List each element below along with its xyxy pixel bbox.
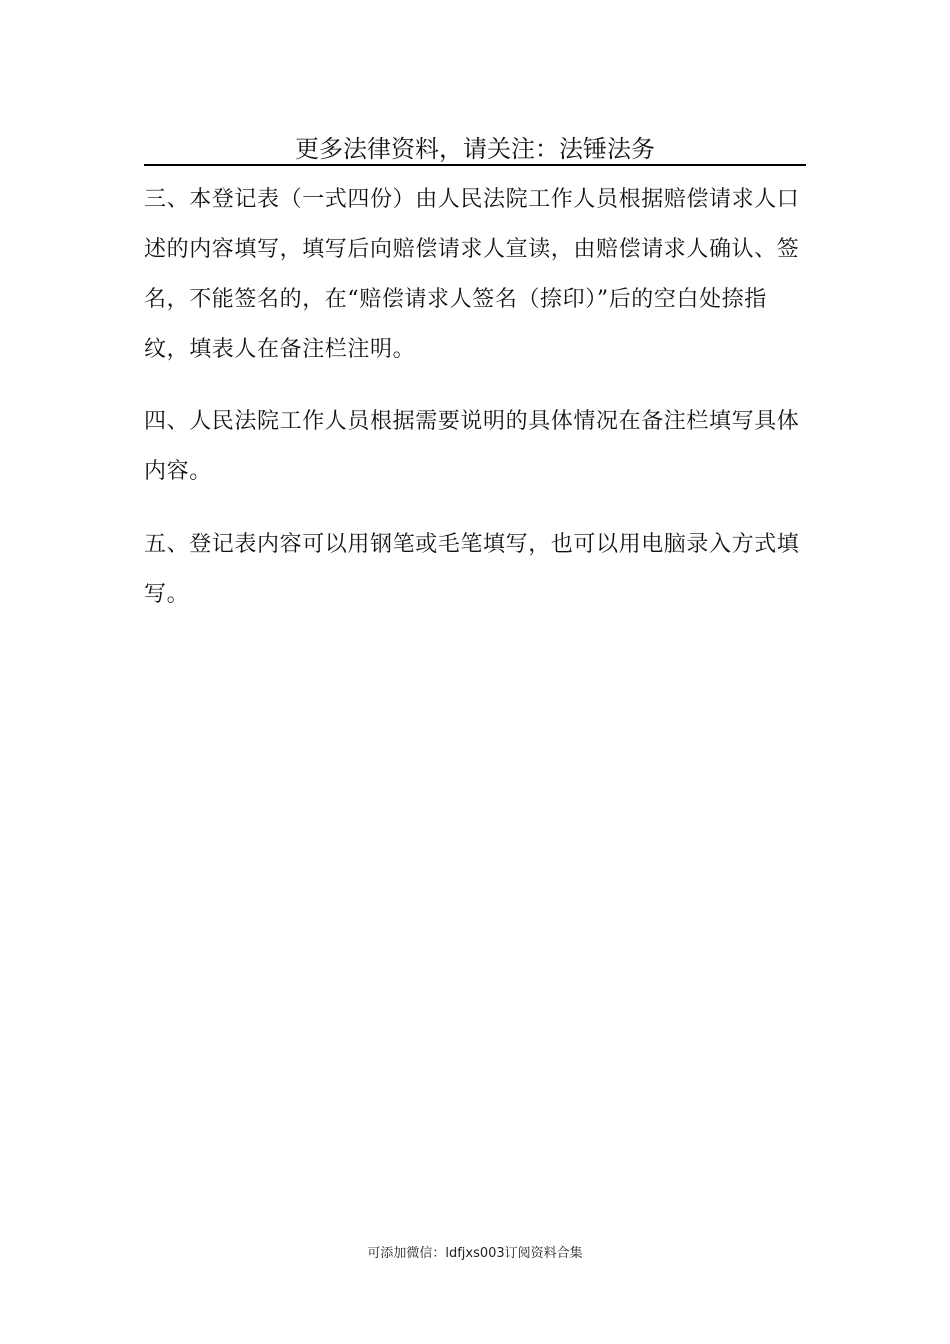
paragraph-item-5: 五、登记表内容可以用钢笔或毛笔填写，也可以用电脑录入方式填写。 xyxy=(144,532,800,607)
page-header: 更多法律资料，请关注：法锤法务 xyxy=(144,134,806,166)
paragraph-item-3: 三、本登记表（一式四份）由人民法院工作人员根据赔偿请求人口述的内容填写，填写后向赔偿请求人宣读，由赔偿请求人确认、签名，不能签名的，在“赔偿请求人签名（捺印）”后的空白处捺指纹，填表人在备注栏注明。 xyxy=(144,187,800,362)
paragraph-item-4: 四、人民法院工作人员根据需要说明的具体情况在备注栏填写具体内容。 xyxy=(144,409,800,484)
page-footer: 可添加微信：ldfjxs003订阅资料合集 xyxy=(367,1246,583,1261)
